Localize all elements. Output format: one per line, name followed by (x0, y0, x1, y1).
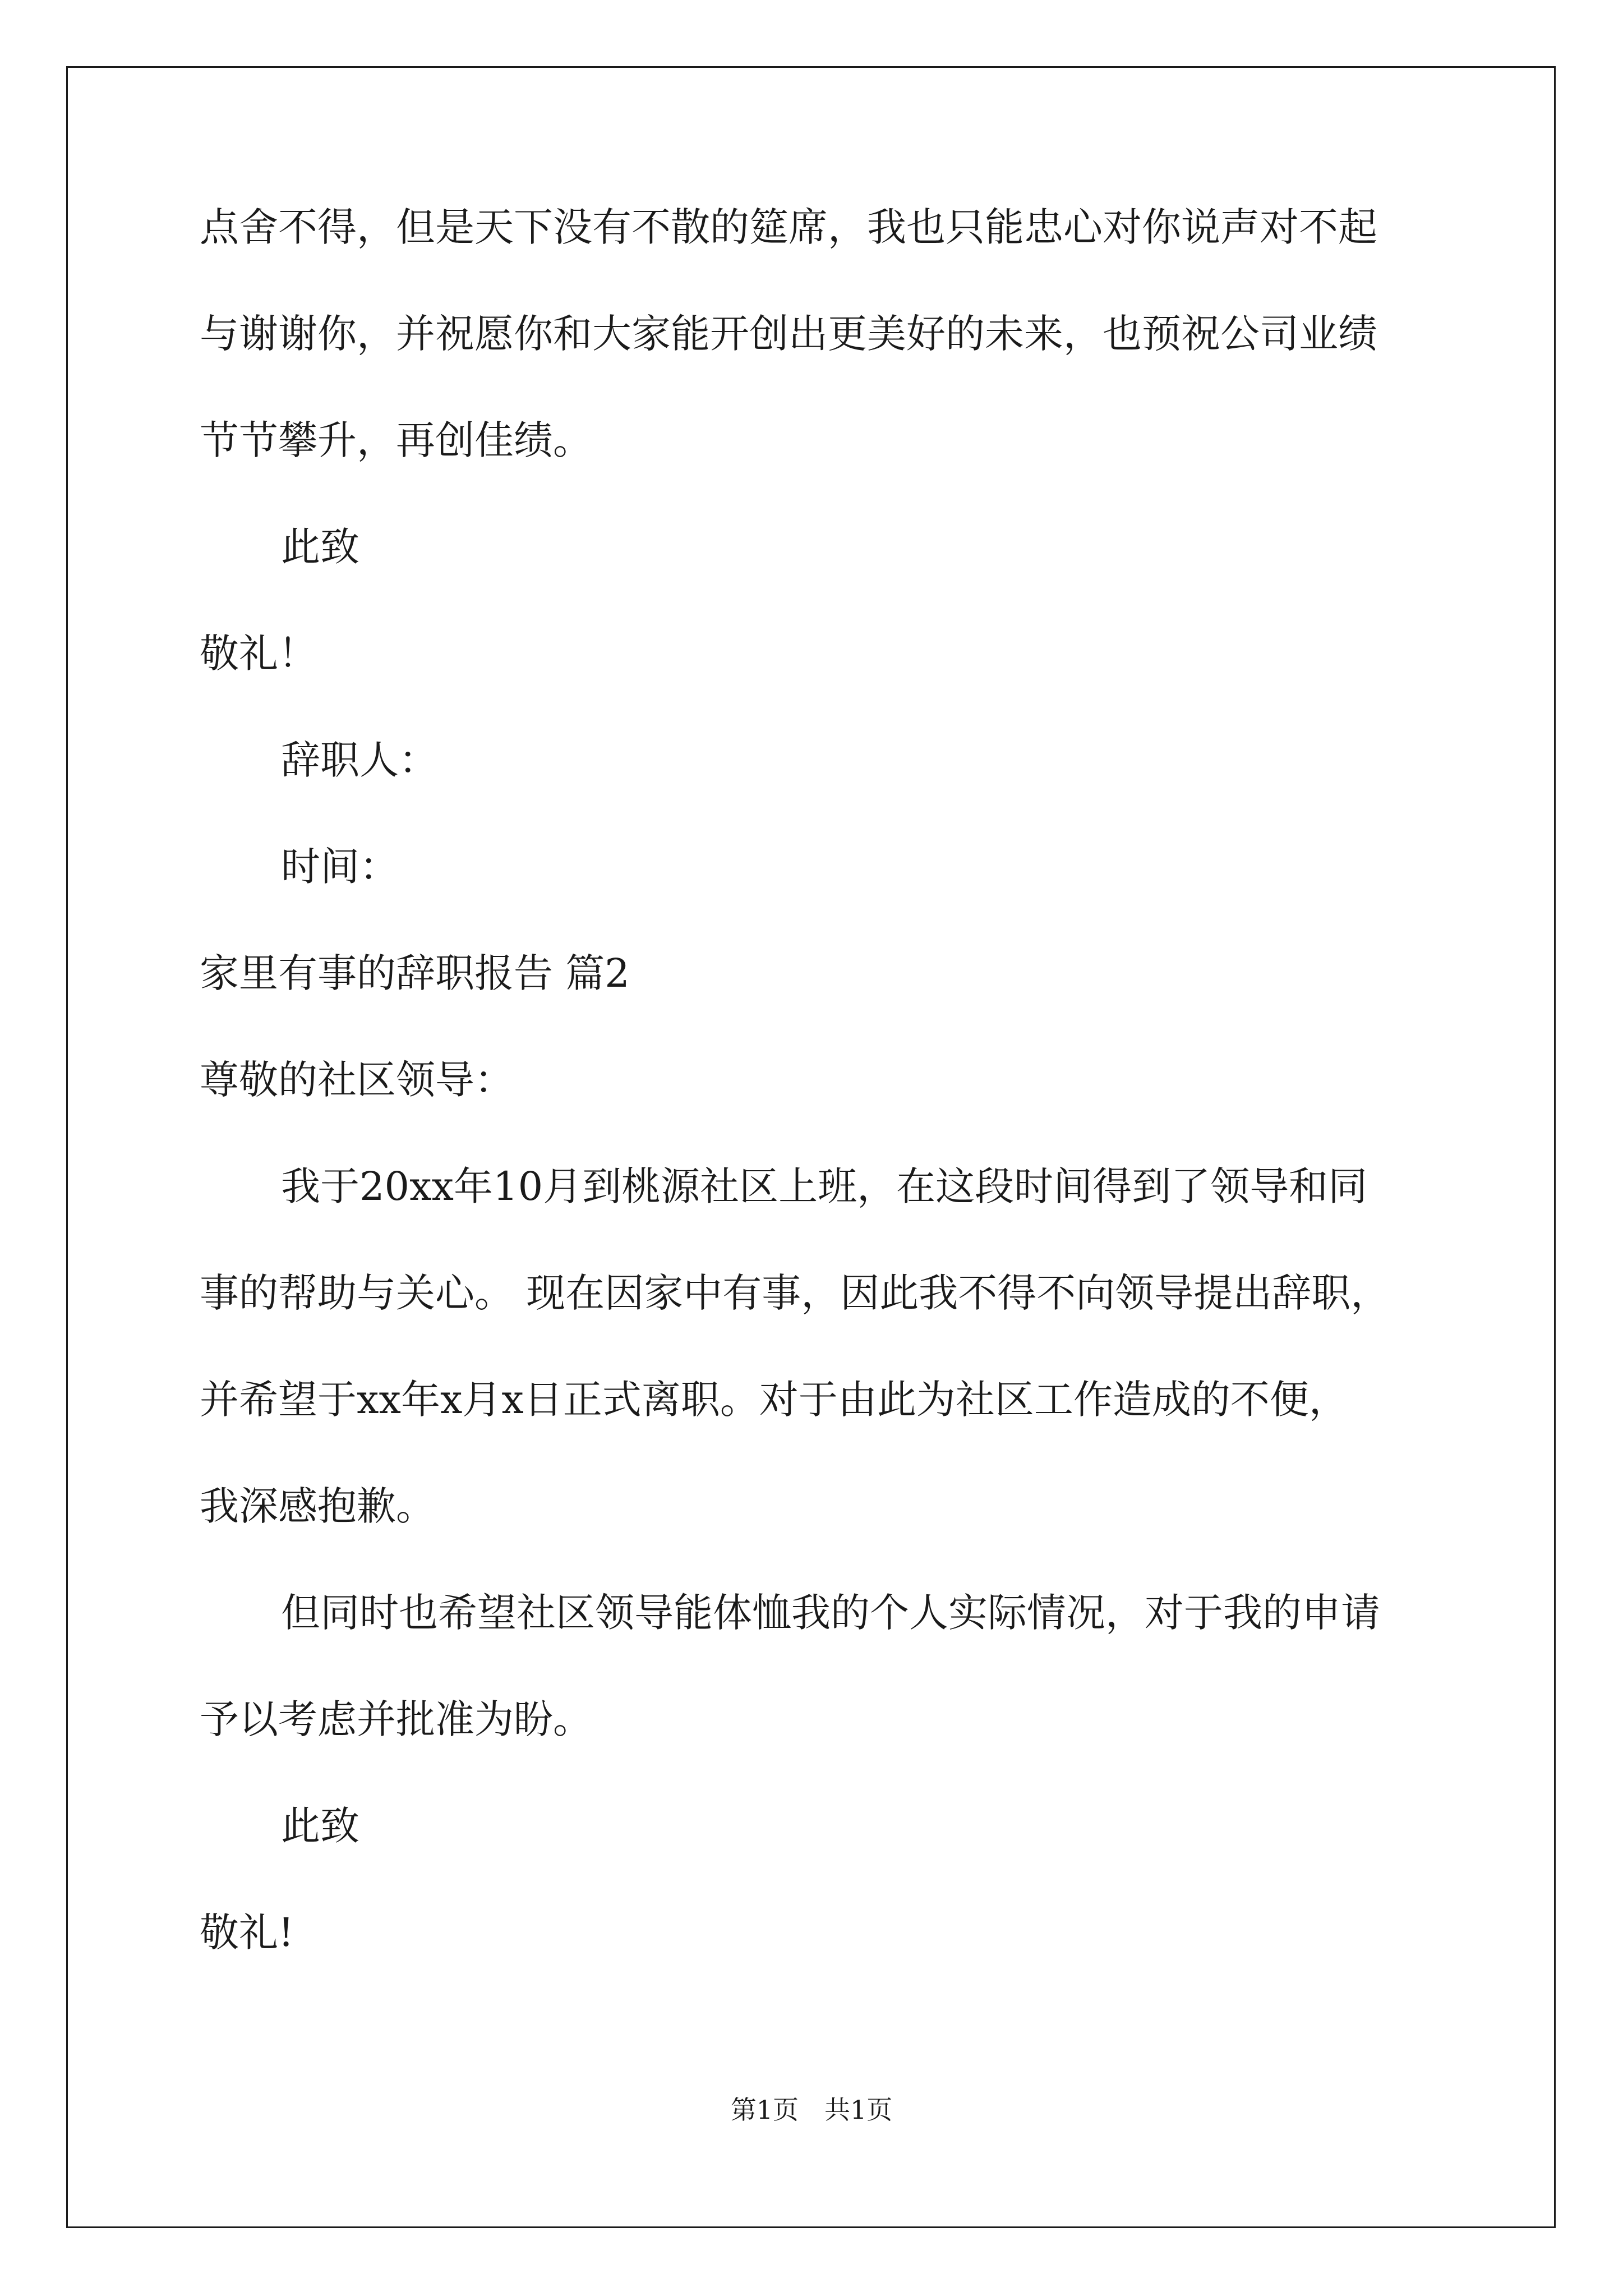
paragraph-line: 我深感抱歉。 (200, 1483, 435, 1529)
paragraph-line: 点舍不得，但是天下没有不散的筵席，我也只能忠心对你说声对不起 (200, 204, 1377, 250)
paragraph-line: 予以考虑并批准为盼。 (200, 1696, 592, 1742)
closing-regards: 敬礼! (200, 1910, 294, 1955)
section-title: 家里有事的辞职报告 篇2 (200, 950, 630, 996)
closing-regards: 敬礼！ (200, 631, 317, 677)
closing-salutation: 此致 (281, 1803, 359, 1849)
document-body (200, 204, 1433, 2019)
paragraph-line: 我于20xx年10月到桃源社区上班，在这段时间得到了领导和同 (281, 1163, 1368, 1209)
page-footer: 第1页 共1页 (730, 2095, 893, 2125)
paragraph-line: 但同时也希望社区领导能体恤我的个人实际情况，对于我的申请 (281, 1590, 1380, 1636)
resignee-label: 辞职人： (281, 737, 438, 783)
greeting: 尊敬的社区领导： (200, 1057, 514, 1103)
date-label: 时间： (281, 844, 399, 890)
paragraph-line: 与谢谢你，并祝愿你和大家能开创出更美好的未来，也预祝公司业绩 (200, 311, 1377, 357)
closing-salutation: 此致 (281, 524, 359, 570)
paragraph-line: 并希望于xx年x月x日正式离职。对于由此为社区工作造成的不便， (200, 1377, 1348, 1423)
paragraph-line: 节节攀升，再创佳绩。 (200, 417, 592, 463)
paragraph-line: 事的帮助与关心。 现在因家中有事，因此我不得不向领导提出辞职， (200, 1270, 1390, 1316)
